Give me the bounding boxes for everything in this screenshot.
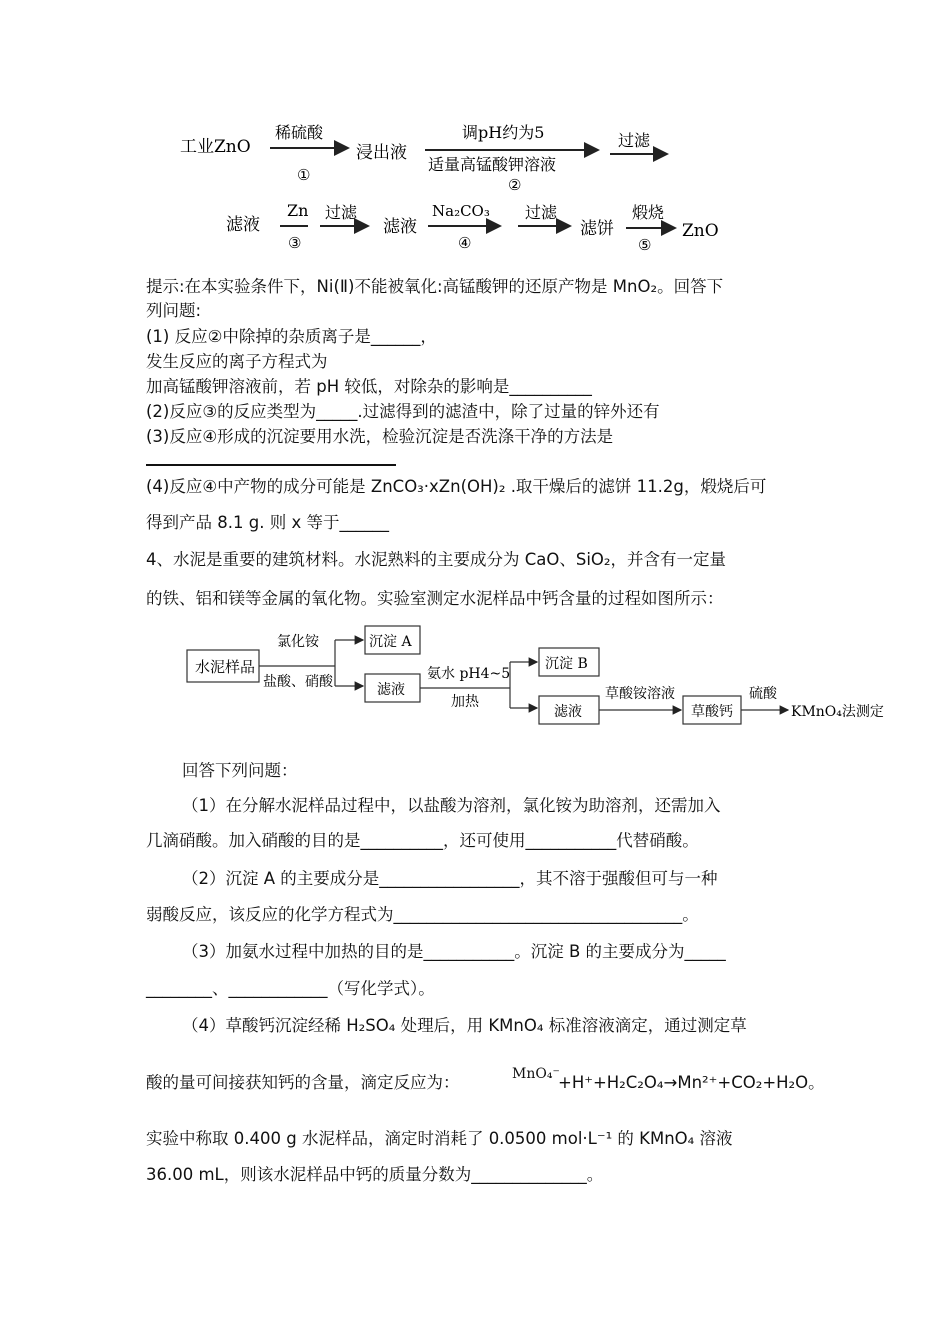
flow2-filtrate2: 滤液	[554, 704, 582, 720]
q4-sub4-line2: 酸的量可间接获知钙的含量，滴定反应为：	[146, 1073, 460, 1092]
flow1-na2co3: Na₂CO₃	[432, 202, 490, 220]
zno-process-flowchart	[170, 118, 730, 268]
q3-part4: (4)反应④中产物的成分可能是 ZnCO₃·xZn(OH)₂ .取干燥后的滤饼 11.2g，煅烧后可	[146, 477, 767, 496]
cement-process-flowchart	[185, 620, 900, 735]
flow1-step2: ②	[508, 176, 522, 194]
flow2-sample: 水泥样品	[195, 658, 256, 676]
q4-intro-1: 4、水泥是重要的建筑材料。水泥熟料的主要成分为 CaO、SiO₂，并含有一定量	[146, 550, 727, 569]
q4-sub4-line4: 36.00 mL，则该水泥样品中钙的质量分数为______________。	[146, 1165, 604, 1184]
answer-blank-line	[146, 464, 396, 466]
flow2-nh4cl: 氯化铵	[277, 634, 319, 650]
q4-sub2-line2: 弱酸反应，该反应的化学方程式为___________________________________。	[146, 905, 699, 924]
q4-sub4-line3: 实验中称取 0.400 g 水泥样品，滴定时消耗了 0.0500 mol·L⁻¹ 的 KMnO₄ 溶液	[146, 1129, 733, 1148]
flow1-step5: ⑤	[638, 236, 652, 254]
q4-sub1-line1: （1）在分解水泥样品过程中，以盐酸为溶剂，氯化铵为助溶剂，还需加入	[182, 796, 721, 815]
q3-part1-ph-effect: 加高锰酸钾溶液前，若 pH 较低，对除杂的影响是__________	[146, 377, 592, 396]
flow1-filter-cake: 滤饼	[580, 219, 614, 239]
flow2-ppt-a: 沉淀 A	[369, 634, 412, 650]
flow1-filter-3: 过滤	[525, 203, 558, 222]
q3-part3: (3)反应④形成的沉淀要用水洗，检验沉淀是否洗涤干净的方法是	[146, 427, 614, 446]
q3-part1: (1) 反应②中除掉的杂质离子是______，	[146, 327, 437, 346]
flow2-heat: 加热	[451, 694, 479, 710]
q4-sub3-line2: ________、____________（写化学式）。	[146, 979, 435, 998]
q3-part4-result: 得到产品 8.1 g. 则 x 等于______	[146, 513, 389, 532]
flow1-filtrate-1: 滤液	[226, 215, 260, 235]
flow1-zno: ZnO	[682, 221, 719, 241]
flow2-ppt-b: 沉淀 B	[545, 656, 588, 672]
flow1-filter-1: 过滤	[618, 131, 651, 150]
flow1-step4: ④	[458, 234, 472, 252]
q4-sub1-line2: 几滴硝酸。加入硝酸的目的是__________，还可使用___________代替硝酸。	[146, 831, 699, 850]
flow1-filtrate-2: 滤液	[383, 217, 417, 237]
flow1-zn: Zn	[287, 201, 309, 220]
mno4-label: MnO₄⁻	[512, 1066, 560, 1082]
q4-sub2-line1: （2）沉淀 A 的主要成分是_________________，其不溶于强酸但可与一种	[182, 869, 718, 888]
flow1-kmno4-solution: 适量高锰酸钾溶液	[428, 155, 557, 174]
flow2-acids: 盐酸、硝酸	[263, 674, 333, 690]
q4-sub3-line1: （3）加氨水过程中加热的目的是___________。沉淀 B 的主要成分为_____	[182, 942, 726, 961]
flow1-calcine: 煅烧	[632, 203, 665, 222]
q4-answer-intro: 回答下列问题：	[182, 761, 298, 780]
flow2-ca-oxalate: 草酸钙	[691, 704, 733, 720]
flow2-ammonia: 氨水 pH4~5	[427, 666, 511, 682]
flow2-kmno4-method: KMnO₄法测定	[791, 704, 884, 720]
flow2-sulfuric: 硫酸	[749, 686, 777, 702]
flow1-filter-2: 过滤	[325, 203, 358, 222]
q3-part1-equation: 发生反应的离子方程式为	[146, 352, 328, 371]
hint-line-2: 列问题:	[146, 301, 202, 320]
flow1-step3: ③	[288, 234, 302, 252]
q4-sub4-line1: （4）草酸钙沉淀经稀 H₂SO₄ 处理后，用 KMnO₄ 标准溶液滴定，通过测定草	[182, 1016, 747, 1035]
q4-titration-equation: +H⁺+H₂C₂O₄→Mn²⁺+CO₂+H₂O。	[558, 1073, 825, 1092]
flow1-adjust-ph: 调pH约为5	[462, 123, 545, 142]
flow1-industrial-zno: 工业ZnO	[180, 137, 251, 157]
flow1-step1: ①	[297, 166, 311, 184]
flow2-oxalate-solution: 草酸铵溶液	[605, 686, 675, 702]
q4-intro-2: 的铁、铝和镁等金属的氧化物。实验室测定水泥样品中钙含量的过程如图所示：	[146, 589, 724, 608]
flow1-dilute-h2so4: 稀硫酸	[275, 123, 324, 142]
flow2-filtrate1: 滤液	[377, 682, 405, 698]
hint-line-1: 提示:在本实验条件下，Ni(Ⅱ)不能被氧化:高锰酸钾的还原产物是 MnO₂。回答下	[146, 277, 724, 296]
q3-part2: (2)反应③的反应类型为_____.过滤得到的滤渣中，除了过量的锌外还有	[146, 402, 660, 421]
flow1-leachate: 浸出液	[356, 143, 407, 163]
